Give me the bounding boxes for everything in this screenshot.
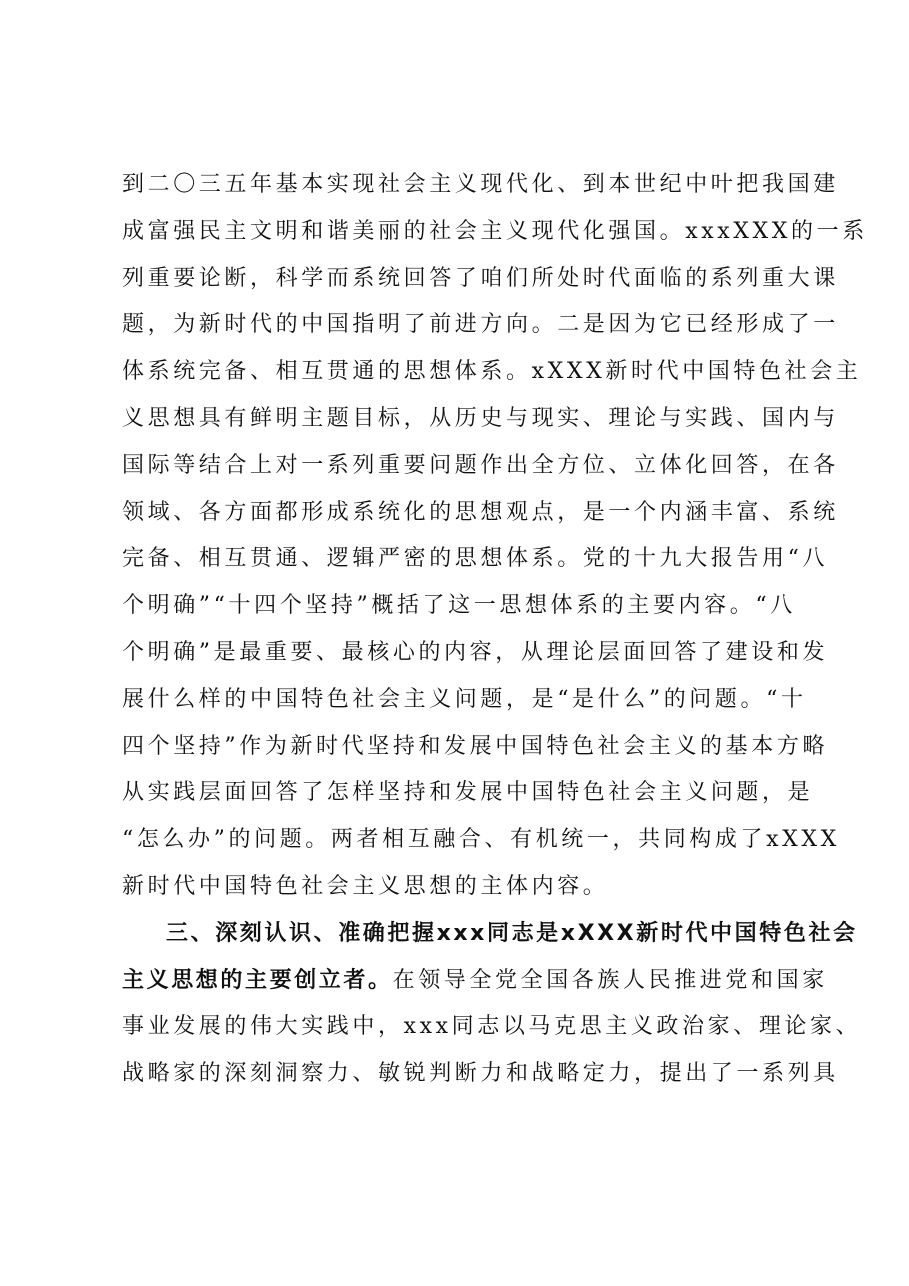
section-heading-end: 主义思想的主要创立者。 bbox=[122, 967, 393, 993]
body-line: 战略家的深刻洞察力、敏锐判断力和战略定力，提出了一系列具 bbox=[122, 1061, 839, 1087]
body-line: 国际等结合上对一系列重要问题作出全方位、立体化回答，在各 bbox=[122, 452, 839, 478]
body-line: 题，为新时代的中国指明了前进方向。二是因为它已经形成了一 bbox=[122, 312, 839, 338]
body-line: 领域、各方面都形成系统化的思想观点，是一个内涵丰富、系统 bbox=[122, 499, 839, 525]
body-line: 事业发展的伟大实践中，xxx同志以马克思主义政治家、理论家、 bbox=[122, 1014, 862, 1040]
body-line: 个明确”是最重要、最核心的内容，从理论层面回答了建设和发 bbox=[122, 639, 829, 665]
section-heading-continuation bbox=[122, 958, 828, 1005]
body-line: 义思想具有鲜明主题目标，从历史与现实、理论与实践、国内与 bbox=[122, 405, 839, 431]
body-line: 新时代中国特色社会主义思想的主体内容。 bbox=[122, 873, 609, 899]
body-line: 体系统完备、相互贯通的思想体系。xXXX新时代中国特色社会主 bbox=[122, 359, 862, 385]
body-line: 四个坚持”作为新时代坚持和发展中国特色社会主义的基本方略 bbox=[122, 733, 829, 759]
body-line: 成富强民主文明和谐美丽的社会主义现代化强国。xxxXXX的一系 bbox=[122, 218, 868, 244]
section-body-start: 在领导全党全国各族人民推进党和国家 bbox=[392, 967, 828, 993]
document-body bbox=[122, 162, 868, 1098]
body-line: 完备、相互贯通、逻辑严密的思想体系。党的十九大报告用“八 bbox=[122, 546, 829, 572]
body-line: “怎么办”的问题。两者相互融合、有机统一，共同构成了xXXX bbox=[122, 827, 840, 853]
body-line: 从实践层面回答了怎样坚持和发展中国特色社会主义问题，是 bbox=[122, 780, 814, 806]
body-line: 到二〇三五年基本实现社会主义现代化、到本世纪中叶把我国建 bbox=[122, 172, 839, 197]
body-line: 个明确”“十四个坚持”概括了这一思想体系的主要内容。“八 bbox=[122, 593, 796, 619]
body-line: 展什么样的中国特色社会主义问题，是“是什么”的问题。“十 bbox=[122, 686, 807, 712]
section-heading: 三、深刻认识、准确把握xxx同志是xXXX新时代中国特色社会 bbox=[166, 920, 858, 946]
body-line: 列重要论断，科学而系统回答了咱们所处时代面临的系列重大课 bbox=[122, 265, 839, 291]
